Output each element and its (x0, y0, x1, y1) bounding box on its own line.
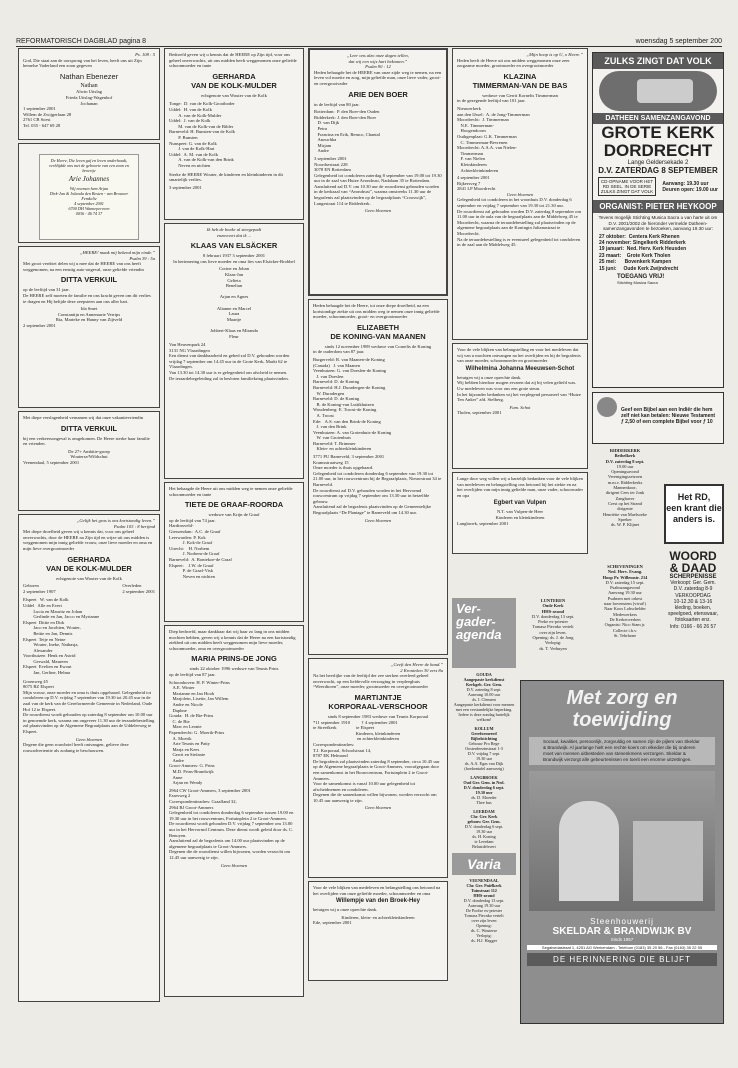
age-line: op de leeftijd van 74 jaar. (169, 517, 216, 523)
ad-title: SCHEVENINGEN Ned. Herv. Evang. Hoop Pr. Willemstr. 214 (602, 564, 648, 580)
agenda-gouda (452, 672, 516, 722)
death-notice-verkuil-1 (18, 246, 160, 408)
call-name: Nathan (80, 82, 98, 89)
spouse-line: echtgenote van Wouter van de Kolk (56, 575, 122, 581)
family-list: Rotterdam: P. den Boer-den Ouden Ridderkerk: J. den Boer-den Boer D. van Dijk Petra Francina en Erik, Remco, Chantal Anouchka Mirjam Andre (314, 109, 380, 154)
header-rule (16, 46, 722, 47)
column-4 (452, 48, 588, 557)
ad-bijbel (592, 392, 724, 444)
birth-date: 1 september 2001 (23, 106, 56, 112)
deceased-name: DITTA VERKUIL (60, 275, 118, 285)
intro-text: Voor de vele blijken van medeleven en belangstelling ons betoond na het overlijden van onze geliefde moeder, schoonmoeder en oma (313, 885, 441, 896)
verse: „Leer ons alzo onze dagen tellen, dat wij een wijs hart bekomen.” Psalm 90 : 12 (347, 53, 409, 70)
verse: Ik heb de boeke al steegepadt enzovoort dat ik ... (206, 227, 262, 238)
ad-title: RIDDERKERK Bethelkerk D.V. zaterdag 8 sept. (605, 448, 645, 464)
family-list: Elspeet W. van de Kolk Uddel Alle en Evert Lucia en Mauritz en Johan Gerlinde en Jan, Jacco en Myrianne Elspeet Dittie en Dirk Jaco en Jacobien, Wouter, Bettie en Jan, Dennis Elspeet Teije en Neine Wouter, Ineke, Nathasja, Alexander Voorthuizen Henk en Astrid Gerwald, Maureen Elspeet Evelien en Ewout Jan, Gerline, Helma (23, 597, 100, 676)
intro-text: Na het heerlijke van de leeftijd der zee sterken overleed geheel onverwacht, op een liefdevolle verzorging in verpleeghuis “Weerdtoren”, onze moeder, grootmoeder en overgrootmoeder (313, 673, 429, 690)
ad-text: Geef een Bijbel aan een Indiër die hem zelf niet kan betalen: Nieuwe Testament ƒ 2,50 of een complete Bijbel voor ƒ 10 (621, 407, 716, 425)
body-text: Gelegenheid tot condoleren zaterdag 8 september van 19.00 tot 19.30 uur in de zaal van Huize Avondrust, Nadalaan 35 te Rotterdam. Aansluitend zal D.V. om 10.30 uur de rouwdienst gehouden worden in de kerkzaal van “Avondrust”, waarna omstreeks 11.30 uur de begrafenis zal plaatsvinden op de begraafplaats “Crooswijk”, Langestraat 114 te Ridderkerk. (314, 172, 442, 206)
correspondence: Correspondentieadres: T.J. Korporaal, Schoolstraat 14, 8787 EK Helmond (313, 741, 372, 759)
notice-date: 2 september 2001 (23, 322, 56, 328)
card-parents: Dirk-Jan & Jolanda den Besten - van Brouwer Femkelie (49, 191, 129, 201)
agenda-lunteren (520, 598, 586, 668)
ad-organist: ORGANIST: PIETER HEYKOOP (593, 200, 723, 213)
footer-note: Degene die geen rouwbrief heeft ontvangen, gelieve deze rouwadvertentie als zodanig te beschouwen. (23, 742, 129, 753)
address: 3771 PU Barneveld, 3 september 2001 Kramsstraatweg 15 (313, 454, 385, 465)
death-notice-verkuil-2 (18, 411, 160, 511)
deceased-name: ELIZABETH DE KONING-VAN MAANEN (330, 322, 426, 341)
deceased-name: DITTA VERKUIL (60, 423, 118, 433)
thanks-notice-hey (308, 881, 448, 981)
page-header-left: REFORMATORISCH DAGBLAD pagina 8 (16, 38, 147, 45)
ad-subtitle: SCHERPENISSE (669, 574, 717, 580)
death-notice-arie (308, 48, 448, 296)
thanks-line: betuigen wij u onze oprechte dank. (313, 907, 378, 913)
agenda-title: LUNTEREN Oude Kerk HHS-avond (540, 598, 566, 614)
deceased-name: ARIE DEN BOER (348, 89, 408, 99)
child-name: Nathan Ebenezer (59, 71, 119, 81)
place-date: Ede, september 2001 (313, 920, 352, 926)
card-date: 4 september 2001 6700 DH Wanneperveen 0036 - 46 74 37 (68, 201, 110, 216)
agenda-title: LEERDAM Chr. Ger. Kerk gebouw Ger. Gem. (467, 809, 501, 824)
ad-address: Segalvedastraat 1, 4251 AG Werkendam - Telefoon (0183) 35 20 56 - Fax (0183) 35 22 55 (527, 945, 717, 950)
deceased-name: GERHARDA VAN DE KOLK-MULDER (46, 554, 132, 573)
body-text: op de leeftijd van 31 jaar. De HEERE zelf moeten de familie en ons kracht geven om dit verlies te dragen en Hij belijde deze zeepsteen aan ons aller hart. (23, 287, 151, 304)
ad-since: Sinds 1957 (610, 937, 634, 942)
ad-zulks-zingt-dat-volk (592, 52, 724, 388)
ad-text: D.V. zaterdag 15 sept. Psalmzangavond Aanvang 19.30 uur Psalmen met orkest naar bovenstem (vivat!) Naar Koos Lohschelder Medewerkers De Kerkeoverken Organist: Nico Stam jr. Collecte t.b.v. St. Tebrhone (604, 579, 646, 638)
page-header (16, 38, 722, 45)
no-flowers: Geen bloemen (506, 191, 534, 197)
thanks-notice-meeuwsen (452, 343, 588, 469)
no-flowers: Geen bloemen (364, 517, 392, 523)
family-list: Corine en Johan Klaas-Jan Gelieta Benelian Arjan en Agnes Alianne en Marcel Laura Maartje Johbert-Klaas en Miranda Fleur (210, 266, 258, 339)
column-2 (164, 48, 304, 1000)
card-caller: Wij noemen hem Arjan (69, 186, 109, 191)
spouse-line: weduwe van Krijn de Graaf (208, 512, 260, 518)
body-text: Mijn vrouw, onze moeder en oma is thuis opgebaard. Gelegenheid tot condoleren op D.V. vrijdag 7 september van 19.30 tot 20.45 uur in de zaal van de kerk van de Gereformeerde Gemeente in Nederland, Oude Hof 12 te Elspeet. De rouwdienst wordt gehouden op zaterdag 8 september om 10.00 uur in genoemde kerk, waarna om ongeveer 11.30 uur de teraardebestelling zal plaatsvinden op de Algemene Begraafplaats aan de Uddelerweg te Elspeet. (23, 689, 155, 734)
signatories: De 27+ Ambitie-groep Wouterse/Wildschut (68, 448, 110, 460)
intro-text: Lange door weg willen wij u hartelijk bedanken voor de vele blijken van medeleven en belangstelling ons betoond bij het ziekte en na het overlijden van mijn innig geliefde man, onze vader, schoonvader en opa (457, 476, 583, 498)
agenda-text: ds. D. Moerder Thee bus (471, 795, 497, 805)
thanks-notice-vulpen (452, 472, 588, 554)
ad-stone-label: Steenhouwerij (590, 917, 654, 926)
ad-woord-daad (662, 550, 724, 674)
ad-title: Met zorg en toewijding (566, 687, 678, 731)
ad-top-title: ZULKS ZINGT DAT VOLK (593, 53, 723, 69)
intro-text: In herinnering ons lieve moeder en oma lies van Elsäcker-Brobbel (173, 258, 295, 264)
signatories: Ida Smet Constantijn en Annemarie Verrips Ria, Marieke en Hanny van Zijtveld (55, 306, 123, 323)
verse: „HEERE! maak mij bekend mijn einde.” Psalm 39 : 5a (79, 250, 155, 261)
verse: „Gelijk het gras is ons kortstondig leven.” Psalm 103 : 8 berijmd (76, 518, 155, 529)
verse-ref: Ps. 108 : 5 (135, 52, 155, 57)
address: 3 september 2001 Noordsestraat 228 3078 EN Rotterdam (314, 155, 351, 173)
varia-banner: Varia (452, 853, 516, 875)
agenda-langbroek (452, 775, 516, 805)
ad-time: Aanvang: 19.30 uur Deuren open: 19.00 uur (662, 180, 718, 193)
church-logo-icon (599, 71, 717, 111)
body-text: Onze moeder is thuis opgebaard. Gelegenheid tot condoleren donderdag 6 september van 19.30 tot 21.00 uur, in het rouwcentrum bij de Begraafplaats, Nieuwstraat 34 te Barneveld. De rouwdienst zal D.V. gehouden worden in het Hervormd rouwcentrum op vrijdag 7 september om 13.30 uur in hetzelfde gebouw. Aansluitend zal de begrafenis plaatsvinden op de Gemeentelijke Begraafplaats “De Plantage” te Barneveld om 14.30 uur. (313, 465, 442, 515)
family-list: Tonge: D. van de Kolk-Grootboder Uddel: H. van de Kolk A. van de Kolk-Mulder Uddel: J. van de Kolk M. van de Kolk-van de Bilder Barneveld: H. Bunsten-van de Kolk P. Bunsten Nunspeet: G. van de Kolk J. van de Kolk-Hart Uddel: A. M. van de Kolk A. van de Kolk-van den Brink Neven en nichten (169, 101, 235, 168)
spouse-line: weduwe van Gerrit Kornelis Timmerman (482, 92, 558, 98)
agenda-title: LANGBROEK Oud Ger. Gem. in Ned. D.V. donderdag 6 sept. 19.30 uur (463, 775, 505, 795)
body-text: bij een verkeersongeval is omgekomen. De Heere sterke haar familie en vrienden. (23, 435, 150, 447)
signatories: N.T. van Vulpen-de Heer Kinderen en kleinkinderen (495, 509, 545, 520)
body-text: Gelegenheid tot condoleren donderdag 6 september tussen 19.00 en 19.30 uur in het rouwcentrum, Fortuinplein 2 te Groot-Ammers. De rouwdienst wordt gehouden D.V. vrijdag 7 september om 13.00 uur in het Hervormd Centrum. Deze dienst wordt geleid door ds. C. Benoyen. Aansluitend zal de begrafenis om 14.00 uur plaatsvinden op de algemene begraafplaats te Groot-Ammers. Degenen die de rouwdienst willen bijwonen, worden verzocht om 12.45 uur aanwezig te zijn. (169, 810, 294, 860)
age-line: in de leeftijd van 80 jaar. (314, 101, 360, 107)
agenda-veenendaal (452, 878, 516, 943)
death-notice-gerharda-2 (164, 48, 304, 220)
ad-ridderkerk (592, 448, 658, 560)
intro-text: God, Die staat aan de oorsprong van het leven, heeft ons uit Zijn hemelse Vaderland een zoon gegeven (23, 57, 142, 69)
verse: „Mijn hoop is op U, o Heere.” (526, 52, 583, 57)
ad-footer: Stichting Musica Sacra (617, 279, 658, 285)
death-notice-timmerman (452, 48, 588, 340)
address: Groenweg 45 8075 RZ Elspeet (23, 678, 54, 690)
deceased-name: Egbert van Vulpen (493, 500, 547, 507)
ad-text: Verkoopt: Ger. Gem. D.V. zaterdag 8-9 VERKOOPDAG 10-12.30 & 13-16 kleding, boeken, speelgoed, etenswaar, fotokaarten enz. Info: 0166 - 66 26 57 (667, 580, 719, 630)
intro-text: Diep bedroefd, maar dankbaar dat wij haar zo lang in ons midden mochten hebben, geven wij u kennis dat de Heere na een kortstondig ziekbed uit ons midden heeft weggenomen mijn lieve moeder, schoonmoeder, oma en overgrootmoeder (169, 629, 296, 651)
place-date: Veenendaal, 5 september 2001 (23, 459, 80, 465)
address: Willem de Zwijgerlaan 28 2761 CB Soest Tel. 035 - 647 69 28 (23, 111, 72, 128)
address: 2964 CW Groot-Ammers, 3 september 2001 Essesweg 2 (169, 787, 251, 799)
parents: Alwin Uitslag Frieda Uitslag-Wagenhof Jochanan (65, 89, 113, 106)
no-flowers: Geen bloemen (364, 208, 392, 214)
body-text: Gelegenheid tot condoleren in het woonhuis D.V. donderdag 6 september en vrijdag 7 september van 19.30 tot 21.30 uur. De rouwdienst zal gehouden worden D.V. zaterdag 8 september om 11.00 uur in de aula van de begraafplaats aan de Middelweg 45 te Moordrecht, waarna de teraardebestelling zal plaatsvinden op de algemene begraafplaats aan de Koningin Julianastraat te Moordrecht. Na de teraardebestelling is er eventueel gelegenheid tot condoleren in de zaal aan de Middelweg 45. (457, 197, 582, 248)
family-list: Burgerveld: R. van Maanen-de Koning (Canada) J. van Maanen Veenhuizen: G. van Doeslen-de Koning J. van Doeslen Barneveld: D. de Koning Barneveld: H.J. Duradergen-de Koning W. Duradergen Barneveld: D. de Koning B. de Koning-van Luttikhuizen Woudenberg: E. Troost-de Koning A. Troost Ede: A.S. van den Brink-de Koning J. van den Brink Veenhuizen: A. van Grotenhuis-de Koning W. van Grotenhuis Barneveld: T. Brimmer Klein- en achterkleinkinderen (313, 356, 392, 452)
birth-card-arie (18, 143, 160, 243)
deceased-name: KLAAS VAN ELSÄCKER (190, 241, 278, 251)
ad-date: D.V. ZATERDAG 8 SEPTEMBER (598, 166, 718, 175)
globe-icon (597, 397, 617, 417)
intro-text: Heden heeft de Heere uit ons midden weggenomen onze zeer zorgzame moeder, grootmoeder en overgrootmoeder (457, 57, 570, 69)
no-flowers: Geen bloemen (75, 736, 103, 742)
deceased-name: KLAZINA TIMMERMAN-VAN DE BAS (472, 71, 568, 90)
spouse-line: echtgenote van Wouter van de Kolk (201, 92, 267, 98)
spouse-line: sinds 8 september 1983 weduwe van Teunis Korporaal (327, 713, 429, 719)
death-notice-koning (308, 299, 448, 655)
ad-text: 19.00 uur Openingsavond Verenigingsseizoen m.m.v. Ridderkerks Mannenkoor, dirigent Cees ter Jonk Zanghaver Crest op het Strand dirigente Henriëtte van Maelsoeke Spreker ds. W. P. Klijnet (603, 463, 647, 528)
spouse-line: sinds 22 oktober 1996 weduwe van Teunis Prins (189, 666, 279, 672)
life-dates: *11 september 1910 † 4 september 2001 te Streefkerk te Elspeet (313, 719, 398, 731)
agenda-list (452, 672, 516, 1022)
place-date: Langbroek, september 2001 (457, 520, 509, 526)
ad-address: Lange Geldersekade 2 (627, 160, 689, 166)
agenda-text: D.V. zaterdag 8 sept. Aanvang 10.00 uur ds. I. Clement Aangepaste kerkdienst voor mensen met een verstandelijke beperking. Iedere is deze zondag hartelijk welkom! (453, 687, 515, 722)
intro-text: Met groot verdriet delen wij u mee dat de HEERE van ons heeft weggenomen, na een ernstig auto-ongeval, onze geliefde vriendin (23, 261, 144, 272)
page-header-right: woensdag 5 september 200 (635, 38, 722, 45)
ad-rd: Het RD, een krant die anders is. (664, 484, 724, 544)
agenda-kollum (452, 726, 516, 771)
deceased-name: TIETE DE GRAAF-ROORDA (184, 500, 284, 510)
column-1 (18, 48, 160, 1005)
place-date: Tholen, september 2001 (457, 410, 502, 416)
no-flowers: Geen bloemen (364, 805, 392, 811)
signatory: Fam. Schot (509, 404, 531, 410)
birth-notice-nathan (18, 48, 160, 140)
ad-event-title: DATHEEN SAMENZANGAVOND (593, 113, 723, 124)
notice-date: 3 september 2001 (169, 184, 202, 190)
family-list: Schoonhoven: H. P. Winter-Prins A.E. Winter Marianne en Jan Hook Marjolein, Lisette, Jan Willem Andre en Nicole Daphne Gouda: H. de Bie-Prins C. de Bie Marc en Leonie Papendrecht: G. Moerik-Prins A. Moerik Arie Teunis en Patty Marja en Kees Gerrit en Stefanie Andre Groot-Ammers: G. Prins M.D. Prins-Brandwijk Anne Arjan en Wendy (169, 679, 230, 786)
intro-text: Bedroefd geven wij u kennis dat de HEERE op Zijn tijd, voor ons geheel onverwachts, uit ons midden heeft weggenomen onze geliefde schoonmoeder en tante (169, 52, 297, 69)
intro-text: Heden behaagde het de HEERE van onze zijde weg te nemen, na een leven vol moeite en zorg, mijn geliefde man, onze lieve vader, groot- en overgrootvader (314, 69, 442, 86)
address: 4 september 2001 Rijkersveg 7 2841 LP Moordrecht (457, 175, 496, 192)
family-list: Hardinxveld- Giessendam: A.C. de Graaf Leerwarden: P. Kok J. Kok-de Graaf Utrecht: H. Norbem J. Norbem-de Graaf Barneveld: A. Bontekoe-de Graaf Elspeet: J.W. de Graaf P. de Graaf-Visk Neven en nichten (169, 523, 232, 579)
column-3 (308, 48, 448, 984)
agenda-title: VEENENDAAL Chr. Ger. Pniëlkerk Tuinstraat 112 HHS-avond (466, 878, 502, 898)
body-text: betuigen wij u onze oprechte dank. Wij hebben hierdoor mogen ervaren dat zij bij velen geliefd was. Uw medeleven was voor ons een grote steun. In het bijzonder bedanken wij het verplegend personeel van “Huize Ten Anker” afd. Stelberg. (457, 374, 581, 403)
deceased-name: GERHARDA VAN DE KOLK-MULDER (191, 71, 277, 90)
ad-text: Sociaal, kwalitiet, persoonlijk, zorgvuldig en samen zijn de pijlers van Skeldar & Brandwijk. Al jaarlange hielt een rechte koers om elkedier die bij onderen moet van mensen uitbesteden van stenenkmens verzorgen. Skeldar & Brandwijk verzorgt alle gebeurtenissen en toerit een enorme uitzettingen. (529, 737, 715, 765)
age-line: op de leeftijd van 87 jaar. (169, 671, 216, 677)
agenda-leerdam (452, 809, 516, 849)
ad-venue-1: GROTE KERK (601, 123, 715, 142)
ad-free-entry: TOEGANG VRIJ! (617, 273, 665, 280)
no-flowers: Geen bloemen (220, 862, 248, 868)
agenda-title: KOLLUM Gereformeerd Bijbelstichting (470, 726, 498, 741)
ad-cd-note: CD-OPNAME VOOR HET RD SEEL. IN DE SERIE ZULKS ZINGT DAT VOLK (598, 177, 656, 196)
ad-description: Tevens mogelijk Stichting Musica Sacra u van harte uit om D.V. 2001/2002 de hieronder vermelde Datheen-samenzangavonden te bezoeken, aanvang 19.30 uur: (598, 215, 718, 231)
ad-company: SKELDAR & BRANDWIJK BV (552, 926, 692, 937)
card-verse: De Heere, Die leven gaf en leven onderhoudt, verblijdde ons met de geboorte van een zoon en broertje (49, 158, 129, 173)
agenda-banner: Ver- gader- agenda (452, 598, 516, 668)
body-text: De begrafenis zal plaatsvinden zaterdag 8 september, circa 10.45 uur op de Algemene begraafplaats te Groot-Ammers, voorafgegaan door een samenkomst in het Bouwcentrum, Fortuinplein 2 te Groot-Ammers. Voor de samenkomst is vanaf 10.00 uur gelegenheid tot afscheidnemen en condoleren. Degenen die de samenkomst willen bijwonen, worden verzocht om 10.45 uur aanwezig te zijn. (313, 758, 440, 803)
death-notice-tiete (164, 482, 304, 622)
ad-dates-list: 27 oktober: Centera Kerk Rhenen 24 november: Singelkerk Ridderkerk 19 januari: Ned. Herv. Kerk Heusden 23 maart: Grote Kerk Tholen 25 mei: Bovenkerk Kampen 15 juni: Oude Kerk Zwijndrecht (599, 233, 687, 272)
gravestone-photo (529, 771, 715, 911)
agenda-text: D.V. donderdag 13 sept. Preke ex-priester Tomasz Piecnko vertelt over zijn leven. Opening: ds. J. de Jong Verlopig: ds. T. Verhuyen (531, 613, 575, 651)
agenda-title: GOUDA Aangepaste kerkdienst Kerkgeb. Ger. Gem. (463, 672, 505, 687)
agenda-text: D.V. donderdag 13 sept. Aanvang 19.30 uur De Poolse ex-priester Tomasz Piecnko vertelt over zijn leven Opening: ds. C. Wouterse Verlopig: ds. H.J. Hagger (463, 898, 505, 943)
ad-venue-2: DORDRECHT (603, 141, 713, 160)
death-date: Overleden 2 september 2001 (122, 583, 155, 594)
deceased-name: MARTIJNTJE KORPORAAL-VERSCHOOR (328, 692, 428, 711)
address: Van Heuvenpark 24 3131 NG Vlaardingen (169, 342, 210, 353)
ad-skeldar-brandwijk (520, 680, 724, 1024)
intro-text: Het behaagde de Heere uit ons midden weg te nemen onze geliefde schoonmoeder en tante (169, 486, 293, 497)
death-notice-gerharda-1 (18, 514, 160, 1002)
agenda-text: D.V. donderdag 6 sept. 19.30 uur ds. H. Koning te Leerdam Belastdelsvert (464, 824, 504, 849)
death-notice-prins (164, 625, 304, 997)
intro-text: Voor de vele blijken van belangstelling en voor het medeleven dat wij van u mochten ontvangen na het overlijden en bij de begrafenis van onze moeder, schoonmoeder en grootmoeder (457, 347, 581, 364)
life-dates: 8 februari 1937 3 september 2001 (202, 253, 266, 259)
signatories: Kinderen, klein- en achterkleinkinderen (341, 914, 415, 920)
intro-text: Met diepe verslagenheid vernamen wij dat onze vakantievriendin (23, 415, 144, 420)
death-notice-korporaal (308, 658, 448, 878)
death-notice-elsacker (164, 223, 304, 479)
card-name: Arie Johannes (68, 175, 110, 183)
ad-title: WOORD & DAAD (669, 550, 717, 575)
family: Kinderen, kleinkinderen en achterkleinkinderen (355, 730, 401, 742)
ad-footer: DE HERINNERING DIE BLIJFT (527, 953, 717, 966)
deceased-name: MARIA PRINS-DE JONG (191, 654, 277, 664)
verse: „Geeft den Heere de hand.” 2 Kronieken 30 vers 8a (390, 662, 443, 673)
intro-text: Heden behaagde het de Heere, tot onze diepe droefheid, na een kortstondige ziekte uit ons midden weg te nemen onze innig geliefde moeder, schoonmoeder, groot- en overgrootmoeder (313, 303, 440, 320)
ad-scheveningen (592, 564, 658, 678)
deceased-name: Willempje van den Broek-Hey (336, 898, 420, 905)
deceased-name: Wilhelmina Johanna Meeuwsen-Schot (465, 365, 575, 372)
body-text: Sterke de HEERE Wouter, de kinderen en kleinkinderen in dit smartelijk verlies. (169, 171, 283, 183)
correspondence: Correspondentieadres: Graafland 32, 2964 BJ Groot-Ammers (169, 799, 237, 810)
intro-text: Met diepe droefheid geven wij u kennis dat, voor ons geheel onverwachts, door de HEERE na Zijn tijd en wijze uit ons midden is weggenomen mijn innig geliefde vrouw, onze lieve moeder en oma en mijn lieve overgrootmoeder (23, 529, 153, 551)
age-line: in de ouderdom van 87 jaar. (313, 349, 365, 355)
family-list: Nieuwerkerk aan den IJssel: A. de Jong-Timmerman Moordrecht: J. Timmerman N.E. Timmerman- Hoogendoorn Outhgenplaat: G.K. Timmerman C. Timmerman-Bevrenen Moordrecht: A.A.A. van Nielen- Timmerman F. van Nielen Kleinkinderen Achterkleinkinderen (457, 105, 530, 173)
birth-date: Geboren 2 september 1907 (23, 583, 56, 594)
body-text: Een dienst van dankbaarheid en gebed zal D.V. gehouden worden vrijdag 7 september om 14.45 uur in de Grote Kerk, Markt 62 te Vlaardingen. Van 13.30 tot 14.30 uur is er gelegenheid om afscheid te nemen. De teraardebegeleiding zal in besloten familiekring plaatsvinden. (169, 353, 290, 381)
agenda-text: Gebouw Pro Rege Oosterdeezinstraat 1-3 D.V. vrijdag 7 sept. 19.30 uur ds. A.A. Egas van Dijk (boekentafel aanwezig) (464, 741, 504, 771)
spouse-line: sinds 12 november 1989 weduwe van Cornelis de Koning (324, 343, 432, 349)
age-line: in de gezegende leeftijd van 101 jaar. (457, 98, 526, 104)
